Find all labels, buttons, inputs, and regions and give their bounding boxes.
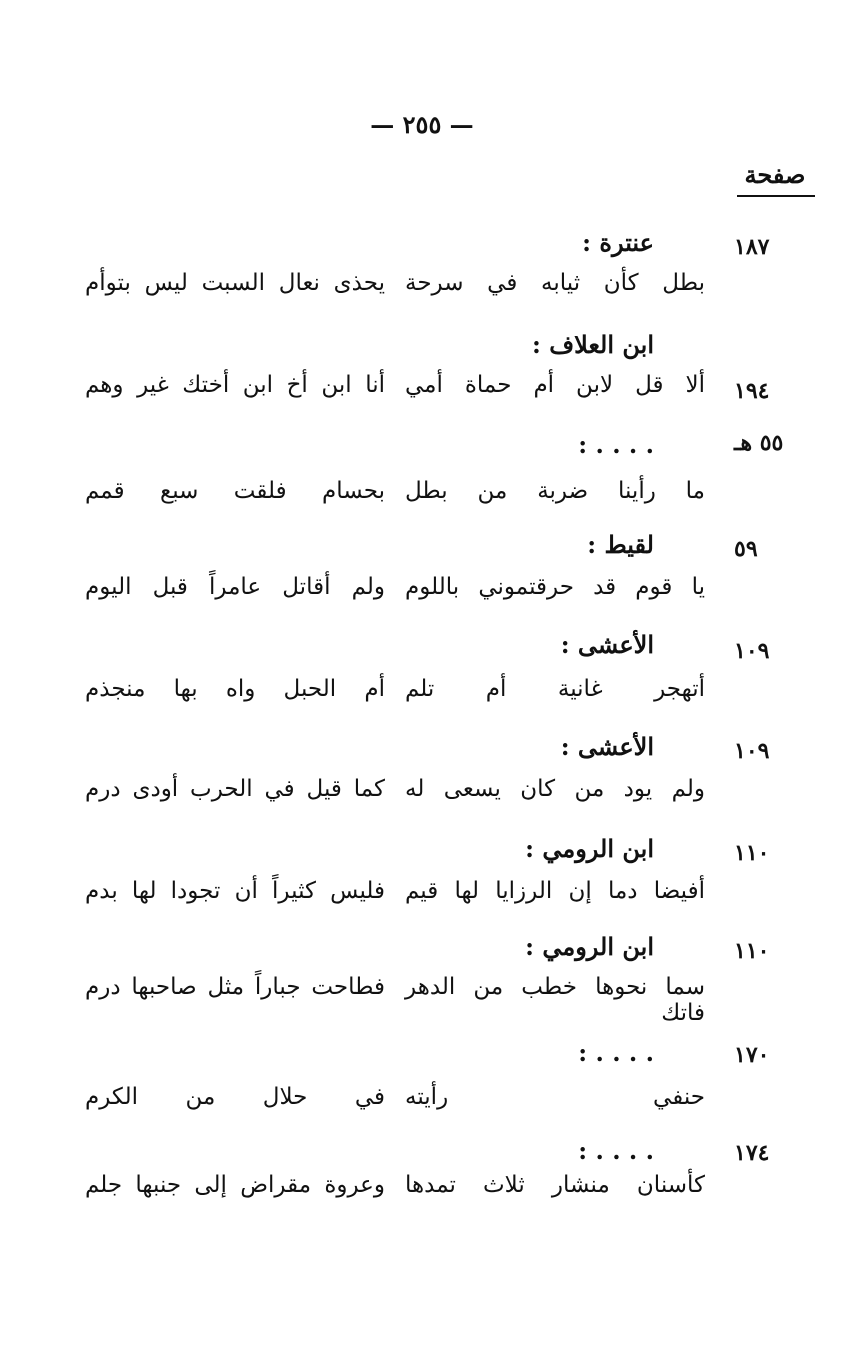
verse-line — [85, 1172, 705, 1212]
verse-second-hemistich: أنا ابن أخ ابن أختك غير وهم — [85, 372, 385, 398]
entry — [0, 1126, 844, 1226]
verse-second-hemistich: بحسام فلقت سبع قمم — [85, 478, 385, 504]
verse-second-hemistich: كما قيل في الحرب أودى درم — [85, 776, 385, 802]
verse-second-hemistich: فطاحت جباراً مثل صاحبها درم — [85, 974, 385, 1000]
verse-first-hemistich: كأسنان منشار ثلاث تمدها — [405, 1172, 705, 1198]
page-reference: ١٧٠ — [734, 1042, 770, 1068]
entries-list — [0, 220, 844, 1226]
page-number: — ٢٥٥ — — [370, 110, 474, 139]
verse-first-hemistich: بطل كأن ثيابه في سرحة — [405, 270, 705, 296]
verse-second-hemistich: فليس كثيراً أن تجودا لها بدم — [85, 878, 385, 904]
verse-first-hemistich: حنفي رأيته — [405, 1084, 705, 1110]
verse-second-hemistich: ولم أقاتل عامراً قبل اليوم — [85, 574, 385, 600]
entry — [0, 724, 844, 826]
verse-first-hemistich: يا قوم قد حرقتموني باللوم — [405, 574, 705, 600]
verse-first-hemistich: سما نحوها خطب من الدهر فاتك — [405, 974, 705, 1026]
verse-line — [85, 574, 705, 614]
verse-second-hemistich: في حلال من الكرم — [85, 1084, 385, 1110]
poet-name: الأعشى : — [560, 732, 654, 761]
verse-line — [85, 478, 705, 518]
verse-second-hemistich: أم الحبل واه بها منجذم — [85, 676, 385, 702]
poet-name: الأعشى : — [560, 630, 654, 659]
poet-name: لقيط : — [587, 530, 654, 559]
entry — [0, 522, 844, 624]
poet-name: ابن الرومي : — [525, 834, 654, 863]
header-label: صفحة — [744, 160, 806, 189]
page-reference: ١٧٤ — [734, 1140, 770, 1166]
page-reference: ١١٠ — [734, 938, 770, 964]
poet-name: . . . . : — [578, 1136, 654, 1165]
header-underline — [737, 195, 815, 197]
verse-first-hemistich: ما رأينا ضربة من بطل — [405, 478, 705, 504]
poet-name: . . . . : — [578, 1038, 654, 1067]
entry — [0, 1026, 844, 1126]
page-reference: ١٩٤ — [734, 378, 770, 404]
verse-line — [85, 776, 705, 816]
verse-line — [85, 974, 705, 1026]
page-reference: ٥٥ هـ — [734, 430, 784, 456]
entry — [0, 320, 844, 420]
entry — [0, 924, 844, 1026]
verse-line — [85, 1084, 705, 1124]
poet-name: ابن الرومي : — [525, 932, 654, 961]
page-reference: ١١٠ — [734, 840, 770, 866]
entry — [0, 826, 844, 924]
entry — [0, 220, 844, 320]
verse-second-hemistich: وعروة مقراض إلى جنبها جلم — [85, 1172, 385, 1198]
page-reference: ١٨٧ — [734, 234, 770, 260]
poet-name: ابن العلاف : — [532, 330, 654, 359]
verse-first-hemistich: ولم يود من كان يسعى له — [405, 776, 705, 802]
poet-name: . . . . : — [578, 430, 654, 459]
page-reference: ١٠٩ — [734, 738, 770, 764]
verse-line — [85, 372, 705, 412]
verse-first-hemistich: أفيضا دما إن الرزايا لها قيم — [405, 878, 705, 904]
entry — [0, 624, 844, 724]
page-reference: ١٠٩ — [734, 638, 770, 664]
poet-name: عنترة : — [582, 228, 654, 257]
page-reference: ٥٩ — [734, 536, 758, 562]
verse-first-hemistich: أتهجر غانية أم تلم — [405, 676, 705, 702]
page-column-header — [735, 160, 815, 197]
verse-second-hemistich: يحذى نعال السبت ليس بتوأم — [85, 270, 385, 296]
verse-line — [85, 878, 705, 918]
verse-line — [85, 270, 705, 310]
entry — [0, 420, 844, 522]
verse-line — [85, 676, 705, 716]
verse-first-hemistich: ألا قل لابن أم حماة أمي — [405, 372, 705, 398]
